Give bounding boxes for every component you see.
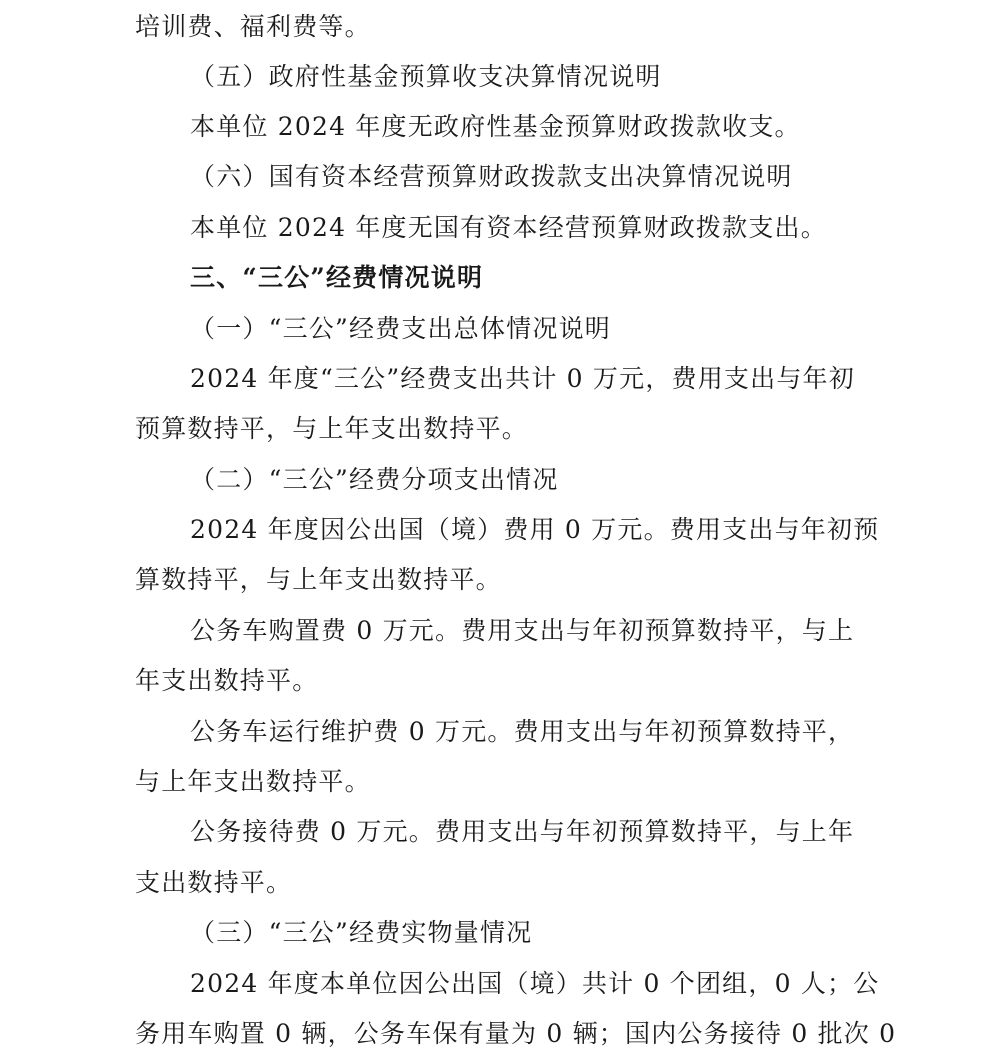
paragraph-line: 预算数持平，与上年支出数持平。: [135, 414, 529, 443]
subsection-heading-6: （六）国有资本经营预算财政拨款支出决算情况说明: [190, 162, 793, 191]
paragraph-line: 2024 年度因公出国（境）费用 0 万元。费用支出与年初预: [190, 515, 880, 544]
subsection-heading-2: （二）“三公”经费分项支出情况: [190, 465, 559, 494]
paragraph: 本单位 2024 年度无国有资本经营预算财政拨款支出。: [190, 213, 827, 242]
paragraph-line: 2024 年度本单位因公出国（境）共计 0 个团组，0 人；公: [190, 969, 880, 998]
section-heading-3: 三、“三公”经费情况说明: [190, 263, 484, 292]
paragraph-line: 公务车运行维护费 0 万元。费用支出与年初预算数持平，: [190, 717, 855, 746]
paragraph-line: 年支出数持平。: [135, 666, 319, 695]
paragraph-continuation: 培训费、福利费等。: [135, 12, 371, 41]
paragraph-line: 支出数持平。: [135, 868, 293, 897]
paragraph-line: 公务接待费 0 万元。费用支出与年初预算数持平，与上年: [190, 817, 855, 846]
paragraph-line: 与上年支出数持平。: [135, 767, 371, 796]
subsection-heading-5: （五）政府性基金预算收支决算情况说明: [190, 62, 662, 91]
subsection-heading-1: （一）“三公”经费支出总体情况说明: [190, 314, 611, 343]
paragraph-line: 算数持平，与上年支出数持平。: [135, 565, 502, 594]
paragraph-line: 2024 年度“三公”经费支出共计 0 万元，费用支出与年初: [190, 364, 855, 393]
paragraph-line: 务用车购置 0 辆，公务车保有量为 0 辆；国内公务接待 0 批次 0: [135, 1019, 897, 1048]
subsection-heading-3: （三）“三公”经费实物量情况: [190, 918, 533, 947]
paragraph-line: 公务车购置费 0 万元。费用支出与年初预算数持平，与上: [190, 616, 855, 645]
paragraph: 本单位 2024 年度无政府性基金预算财政拨款收支。: [190, 112, 801, 141]
